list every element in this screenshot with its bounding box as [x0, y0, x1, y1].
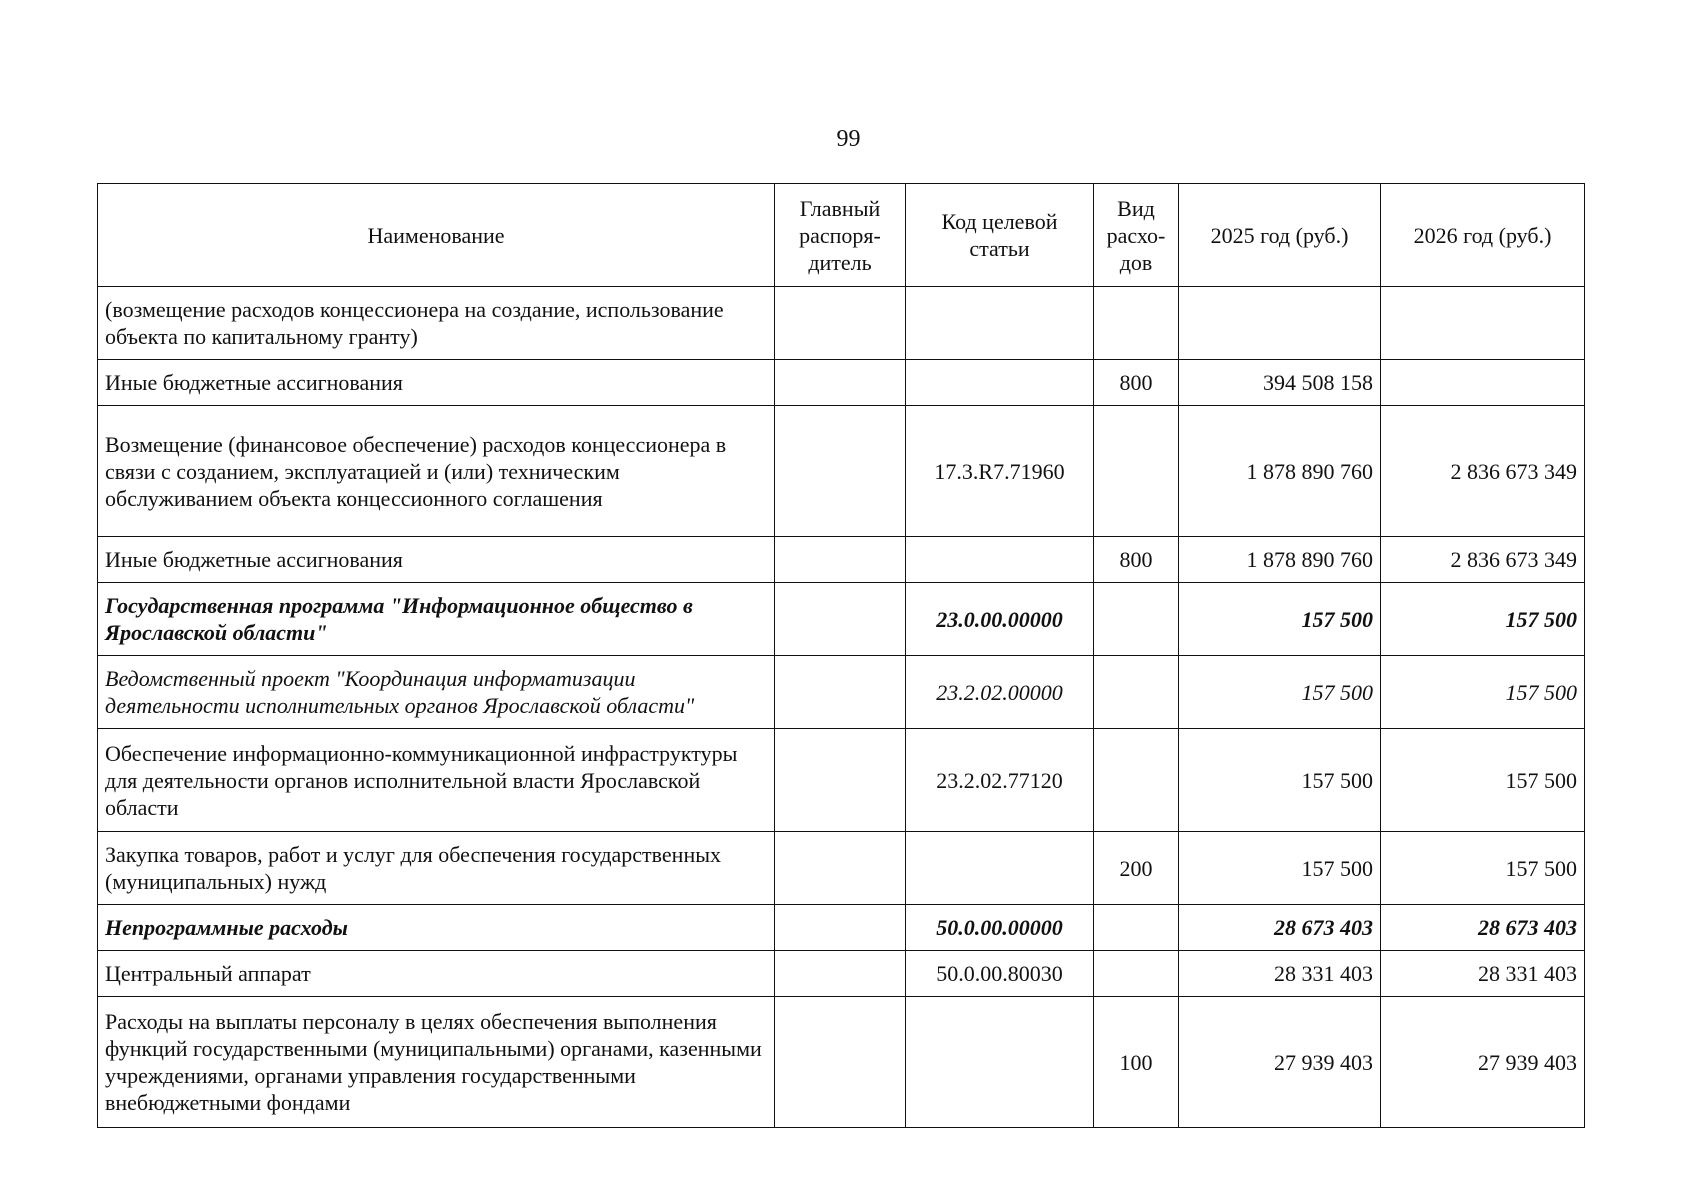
cell-name: (возмещение расходов концессионера на создание, использование объекта по капитальному гранту) [98, 287, 775, 360]
table-row [98, 729, 1585, 832]
cell-code [906, 360, 1094, 406]
cell-admin [775, 656, 906, 729]
header-2026: 2026 год (руб.) [1381, 184, 1585, 287]
cell-2026: 27 939 403 [1381, 997, 1585, 1128]
cell-type: 200 [1094, 832, 1179, 905]
cell-name: Центральный аппарат [98, 951, 775, 997]
cell-name: Возмещение (финансовое обеспечение) расходов концессионера в связи с созданием, эксплуатацией и (или) техническим обслуживанием объекта концессионного соглашения [98, 406, 775, 537]
cell-name: Ведомственный проект "Координация информатизации деятельности исполнительных органов Ярославской области" [98, 656, 775, 729]
cell-type [1094, 905, 1179, 951]
cell-2026: 2 836 673 349 [1381, 406, 1585, 537]
cell-code: 17.3.R7.71960 [906, 406, 1094, 537]
cell-admin [775, 832, 906, 905]
cell-type: 100 [1094, 997, 1179, 1128]
cell-code: 23.2.02.77120 [906, 729, 1094, 832]
cell-admin [775, 951, 906, 997]
cell-type [1094, 656, 1179, 729]
header-type: Вид расхо-дов [1094, 184, 1179, 287]
cell-code: 50.0.00.80030 [906, 951, 1094, 997]
cell-type [1094, 951, 1179, 997]
cell-code: 50.0.00.00000 [906, 905, 1094, 951]
cell-code [906, 537, 1094, 583]
cell-2025 [1179, 287, 1381, 360]
cell-admin [775, 905, 906, 951]
cell-type: 800 [1094, 537, 1179, 583]
table-header-row [98, 184, 1585, 287]
cell-2026 [1381, 287, 1585, 360]
cell-name: Иные бюджетные ассигнования [98, 360, 775, 406]
cell-2026: 157 500 [1381, 656, 1585, 729]
cell-2026 [1381, 360, 1585, 406]
cell-admin [775, 287, 906, 360]
header-admin: Главный распоря-дитель [775, 184, 906, 287]
table-row [98, 406, 1585, 537]
cell-type: 800 [1094, 360, 1179, 406]
table-row [98, 832, 1585, 905]
cell-2025: 157 500 [1179, 656, 1381, 729]
cell-type [1094, 406, 1179, 537]
cell-code [906, 832, 1094, 905]
cell-2026: 157 500 [1381, 832, 1585, 905]
cell-code [906, 287, 1094, 360]
table-row [98, 951, 1585, 997]
cell-code: 23.0.00.00000 [906, 583, 1094, 656]
cell-name: Обеспечение информационно-коммуникационной инфраструктуры для деятельности органов исполнительной власти Ярославской области [98, 729, 775, 832]
cell-name: Иные бюджетные ассигнования [98, 537, 775, 583]
cell-2025: 157 500 [1179, 832, 1381, 905]
cell-name: Расходы на выплаты персоналу в целях обеспечения выполнения функций государственными (муниципальными) органами, казенными учреждениями, органами управления государственными внебюджетными фондами [98, 997, 775, 1128]
cell-name: Непрограммные расходы [98, 905, 775, 951]
table-row [98, 583, 1585, 656]
cell-2025: 394 508 158 [1179, 360, 1381, 406]
page-number: 99 [836, 126, 861, 152]
cell-type [1094, 583, 1179, 656]
cell-code [906, 997, 1094, 1128]
budget-table [97, 183, 1585, 1128]
table-row [98, 537, 1585, 583]
cell-admin [775, 997, 906, 1128]
cell-2026: 28 673 403 [1381, 905, 1585, 951]
header-2025: 2025 год (руб.) [1179, 184, 1381, 287]
cell-admin [775, 537, 906, 583]
cell-2025: 28 673 403 [1179, 905, 1381, 951]
cell-2025: 1 878 890 760 [1179, 406, 1381, 537]
cell-2025: 27 939 403 [1179, 997, 1381, 1128]
cell-2026: 157 500 [1381, 729, 1585, 832]
table-row [98, 656, 1585, 729]
cell-name: Государственная программа "Информационное общество в Ярославской области" [98, 583, 775, 656]
cell-admin [775, 406, 906, 537]
table-row [98, 905, 1585, 951]
header-name: Наименование [98, 184, 775, 287]
table-row [98, 360, 1585, 406]
table-row [98, 287, 1585, 360]
cell-2025: 28 331 403 [1179, 951, 1381, 997]
cell-admin [775, 360, 906, 406]
cell-2026: 28 331 403 [1381, 951, 1585, 997]
table-row [98, 997, 1585, 1128]
cell-name: Закупка товаров, работ и услуг для обеспечения государственных (муниципальных) нужд [98, 832, 775, 905]
cell-2025: 1 878 890 760 [1179, 537, 1381, 583]
cell-admin [775, 729, 906, 832]
cell-2026: 157 500 [1381, 583, 1585, 656]
cell-2025: 157 500 [1179, 583, 1381, 656]
cell-2025: 157 500 [1179, 729, 1381, 832]
cell-code: 23.2.02.00000 [906, 656, 1094, 729]
cell-2026: 2 836 673 349 [1381, 537, 1585, 583]
cell-admin [775, 583, 906, 656]
header-code: Код целевой статьи [906, 184, 1094, 287]
cell-type [1094, 729, 1179, 832]
cell-type [1094, 287, 1179, 360]
